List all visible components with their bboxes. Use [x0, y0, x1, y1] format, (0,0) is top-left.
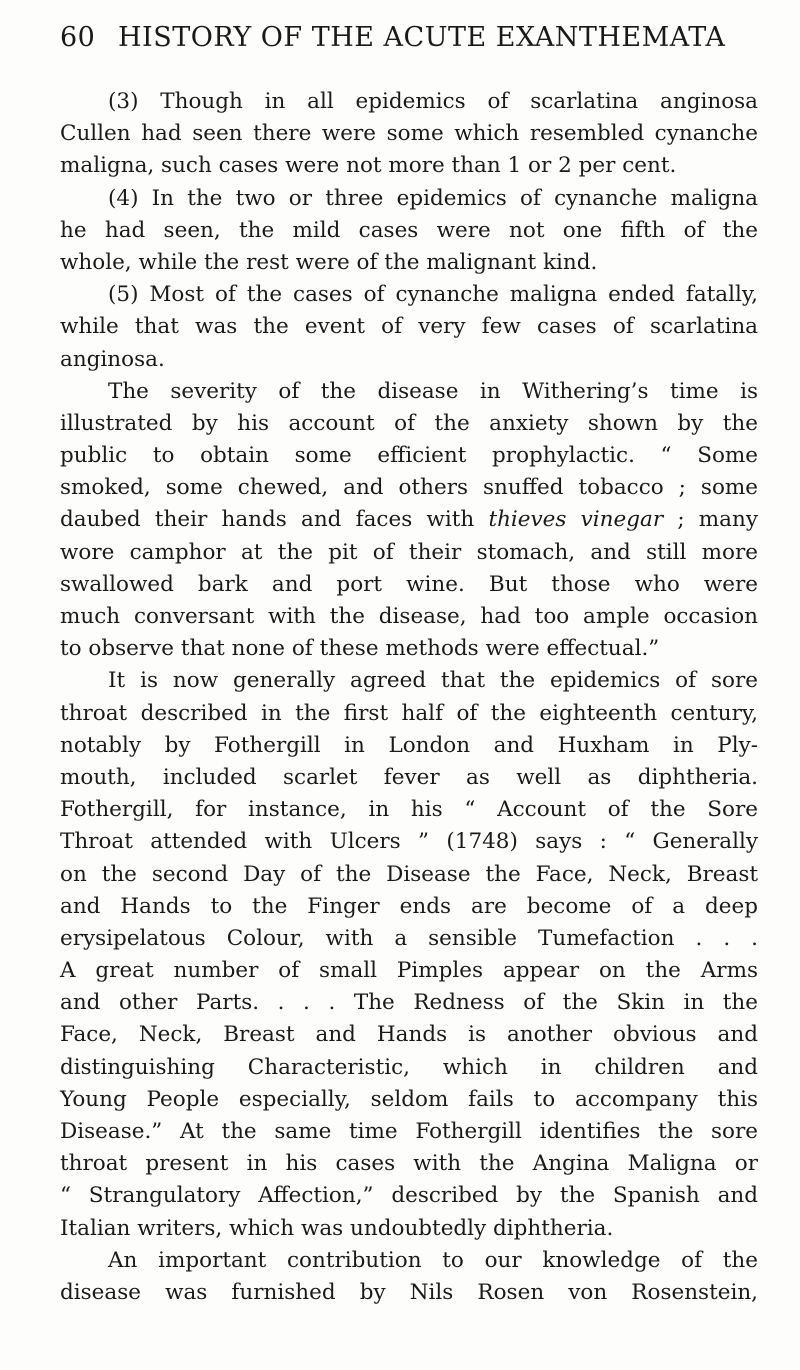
text-line: Disease.” At the same time Fothergill identifies the sore	[60, 1119, 758, 1144]
text-line: erysipelatous Colour, with a sensible Tumefaction . . .	[60, 925, 758, 951]
text-line: It is now generally agreed that the epidemics of sore	[108, 668, 758, 694]
text-line: distinguishing Characteristic, which in children and	[60, 1054, 758, 1080]
text-segment: daubed their hands and faces with	[60, 507, 489, 533]
text-line: and other Parts. . . . The Redness of the Skin in the	[60, 990, 758, 1016]
text-line: Fothergill, for instance, in his “ Account of the Sore	[60, 797, 758, 823]
text-line: much conversant with the disease, had too ample occasion	[60, 604, 758, 629]
text-segment: ; many	[663, 507, 758, 533]
text-line: mouth, included scarlet fever as well as diphtheria.	[60, 764, 758, 790]
page-number: 60	[60, 22, 96, 53]
text-line: disease was furnished by Nils Rosen von Rosenstein,	[60, 1279, 758, 1305]
text-line: The severity of the disease in Withering’s time is	[108, 378, 758, 404]
text-line: throat described in the first half of the eighteenth century,	[60, 700, 758, 726]
text-line	[60, 504, 758, 536]
text-line: Italian writers, which was undoubtedly diphtheria.	[60, 1215, 614, 1241]
running-title: HISTORY OF THE ACUTE EXANTHEMATA	[118, 22, 726, 53]
text-line: A great number of small Pimples appear on the Arms	[60, 958, 758, 984]
text-line: notably by Fothergill in London and Huxham in Ply-	[60, 732, 758, 758]
text-line: An important contribution to our knowledge of the	[108, 1247, 758, 1273]
text-line: wore camphor at the pit of their stomach, and still more	[60, 539, 758, 565]
text-line: to observe that none of these methods were effectual.”	[60, 636, 660, 662]
text-line: anginosa.	[60, 346, 165, 372]
text-line: (5) Most of the cases of cynanche maligna ended fatally,	[108, 282, 758, 308]
italic-phrase: thieves vinegar	[488, 507, 664, 533]
text-line: public to obtain some efficient prophylactic. “ Some	[60, 443, 758, 469]
text-line: “ Strangulatory Affection,” described by the Spanish and	[60, 1183, 758, 1209]
text-line: whole, while the rest were of the malignant kind.	[60, 249, 598, 275]
text-line: Throat attended with Ulcers ” (1748) says : “ Generally	[60, 829, 758, 855]
text-line: and Hands to the Finger ends are become of a deep	[60, 893, 758, 919]
text-line: Cullen had seen there were some which resembled cynanche	[60, 121, 758, 147]
text-line: while that was the event of very few cases of scarlatina	[60, 314, 758, 340]
text-line: (3) Though in all epidemics of scarlatina anginosa	[108, 89, 758, 114]
text-line: Face, Neck, Breast and Hands is another obvious and	[60, 1022, 758, 1048]
text-line: he had seen, the mild cases were not one fifth of the	[60, 217, 758, 243]
text-line: maligna, such cases were not more than 1 or 2 per cent.	[60, 153, 677, 179]
running-header	[60, 22, 756, 62]
page-body	[60, 86, 758, 1309]
text-line: Young People especially, seldom fails to accompany this	[60, 1086, 758, 1112]
text-line: swallowed bark and port wine. But those who were	[60, 571, 758, 597]
text-line: throat present in his cases with the Angina Maligna or	[60, 1151, 758, 1177]
text-line: illustrated by his account of the anxiety shown by the	[60, 410, 758, 436]
text-line: (4) In the two or three epidemics of cynanche maligna	[108, 185, 758, 211]
text-line: on the second Day of the Disease the Face, Neck, Breast	[60, 861, 758, 887]
text-line: smoked, some chewed, and others snuffed tobacco ; some	[60, 475, 758, 501]
